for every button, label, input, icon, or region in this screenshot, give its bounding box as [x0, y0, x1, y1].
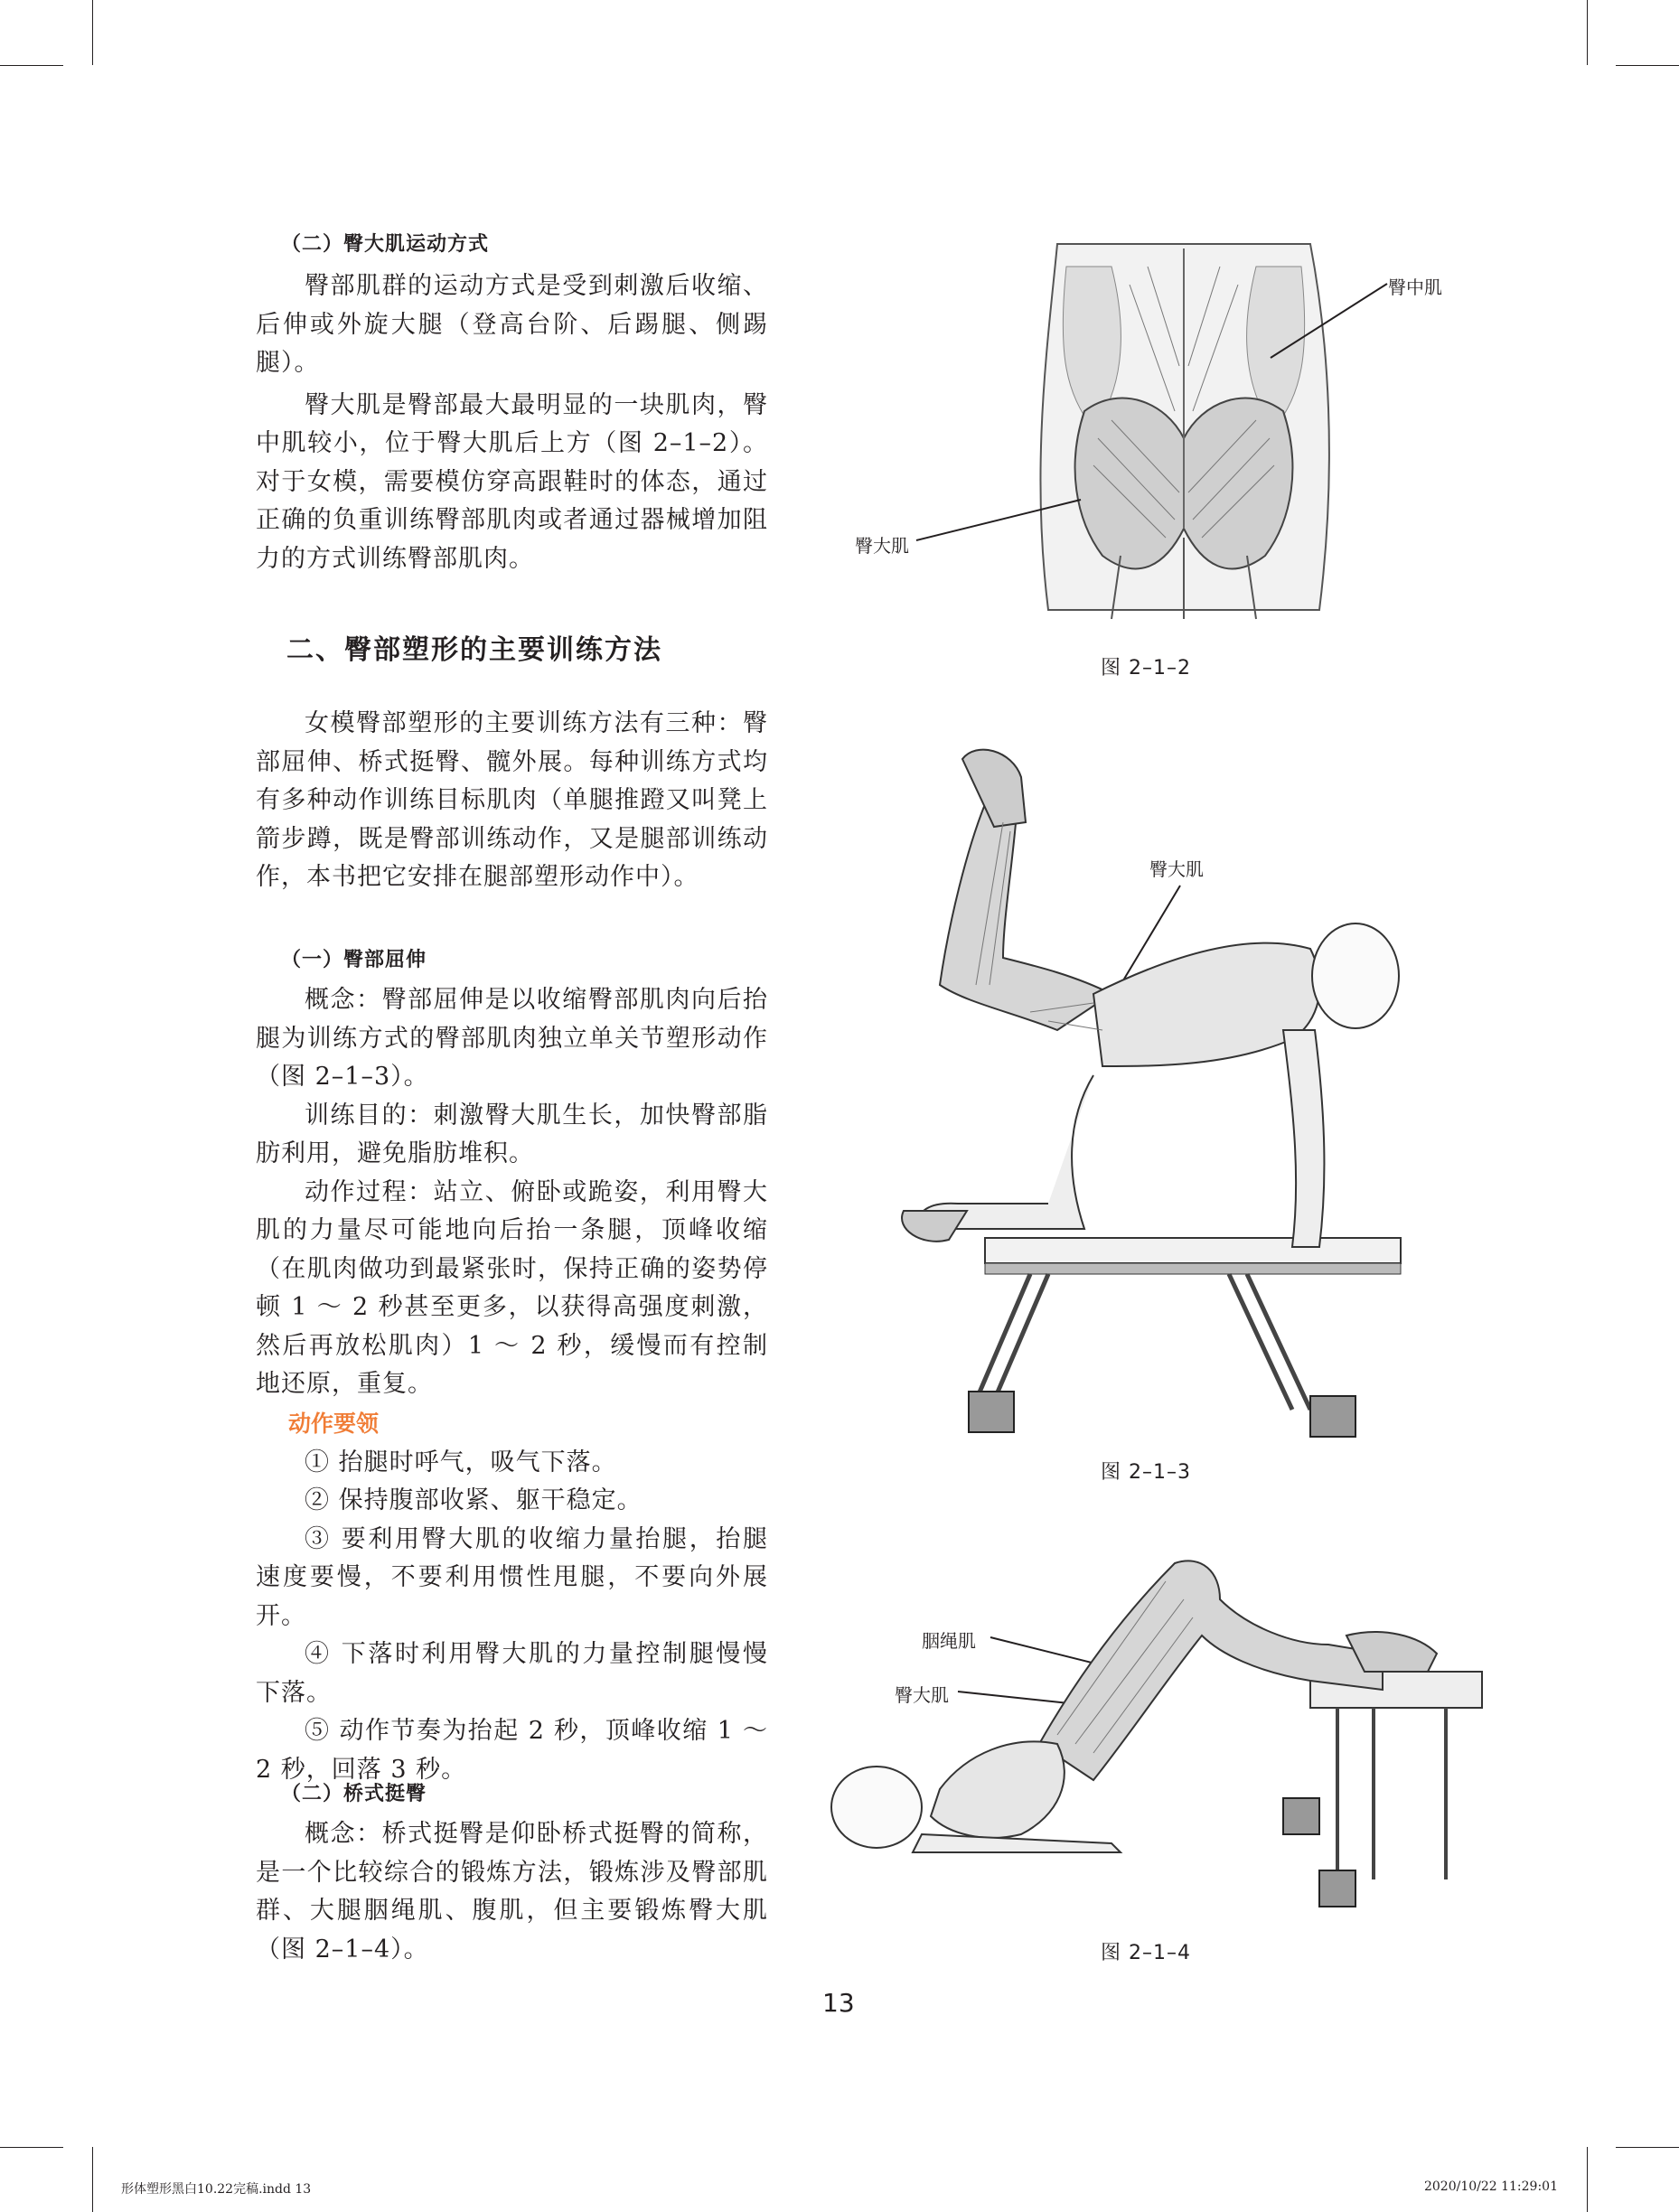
paragraph: 臀大肌是臀部最大最明显的一块肌肉，臀中肌较小，位于臀大肌后上方（图 2–1–2）。对于女模，需要模仿穿高跟鞋时的体态，通过正确的负重训练臀部肌肉或者通过器械增加阻力的方式训练臀部肌肉。 — [256, 390, 768, 573]
figure-caption: 图 2–1–3 — [1101, 1461, 1191, 1484]
figure-caption: 图 2–1–4 — [1101, 1942, 1191, 1964]
label-gluteus-medius: 臀中肌 — [1388, 276, 1442, 298]
footer-file-info: 形体塑形黑白10.22完稿.indd 13 — [121, 2182, 312, 2197]
key-point: ④ 下落时利用臀大肌的力量控制腿慢慢下落。 — [256, 1640, 768, 1707]
paragraph-bridge-concept: 概念：桥式挺臀是仰卧桥式挺臀的简称，是一个比较综合的锻炼方法，锻炼涉及臀部肌群、大腿胭绳肌、腹肌，但主要锻炼臀大肌（图 2–1–4）。 — [256, 1820, 768, 1964]
label-gluteus-maximus: 臀大肌 — [1149, 858, 1204, 880]
subheading-glute-movement: （二）臀大肌运动方式 — [281, 233, 490, 256]
subheading-bridge: （二）桥式挺臀 — [281, 1783, 427, 1805]
paragraph: 臀部肌群的运动方式是受到刺激后收缩、后伸或外旋大腿（登高台阶、后踢腿、侧踢腿）。 — [256, 272, 768, 377]
key-points-heading: 动作要领 — [288, 1410, 380, 1437]
label-gluteus-maximus: 臀大肌 — [855, 535, 909, 557]
key-point: ③ 要利用臀大肌的收缩力量抬腿，抬腿速度要慢，不要利用惯性甩腿，不要向外展开。 — [256, 1524, 768, 1630]
key-point: ② 保持腹部收紧、躯干稳定。 — [305, 1486, 643, 1514]
kickback-exercise-illustration — [868, 741, 1446, 1455]
page-number: 13 — [822, 1988, 855, 2018]
subheading-hip-extension: （一）臀部屈伸 — [281, 949, 427, 971]
figure-caption: 图 2–1–2 — [1101, 657, 1191, 680]
paragraph-concept: 概念：臀部屈伸是以收缩臀部肌肉向后抬腿为训练方式的臀部肌肉独立单关节塑形动作（图 2–1–3）。 — [256, 986, 768, 1091]
glute-bridge-illustration — [822, 1545, 1482, 1925]
section-heading: 二、臀部塑形的主要训练方法 — [286, 634, 662, 666]
label-gluteus-maximus: 臀大肌 — [895, 1684, 949, 1706]
label-hamstring: 胭绳肌 — [922, 1630, 976, 1652]
footer-timestamp: 2020/10/22 11:29:01 — [1423, 2179, 1558, 2194]
paragraph-process: 动作过程：站立、俯卧或跪姿，利用臀大肌的力量尽可能地向后抬一条腿，顶峰收缩（在肌肉做功到最紧张时，保持正确的姿势停顿 1 ～ 2 秒甚至更多，以获得高强度刺激，然后再放松肌肉）1 ～ 2 秒，缓慢而有控制地还原，重复。 — [256, 1177, 768, 1398]
key-point: ① 抬腿时呼气，吸气下落。 — [305, 1448, 617, 1476]
paragraph-purpose: 训练目的：刺激臀大肌生长，加快臀部脂肪利用，避免脂肪堆积。 — [256, 1101, 768, 1167]
paragraph: 女模臀部塑形的主要训练方法有三种：臀部屈伸、桥式挺臀、髋外展。每种训练方式均有多种动作训练目标肌肉（单腿推蹬又叫凳上箭步蹲，既是臀部训练动作，又是腿部训练动作，本书把它安排在腿部塑形动作中）。 — [256, 709, 768, 891]
key-point: ⑤ 动作节奏为抬起 2 秒，顶峰收缩 1 ～ 2 秒，回落 3 秒。 — [256, 1717, 768, 1784]
